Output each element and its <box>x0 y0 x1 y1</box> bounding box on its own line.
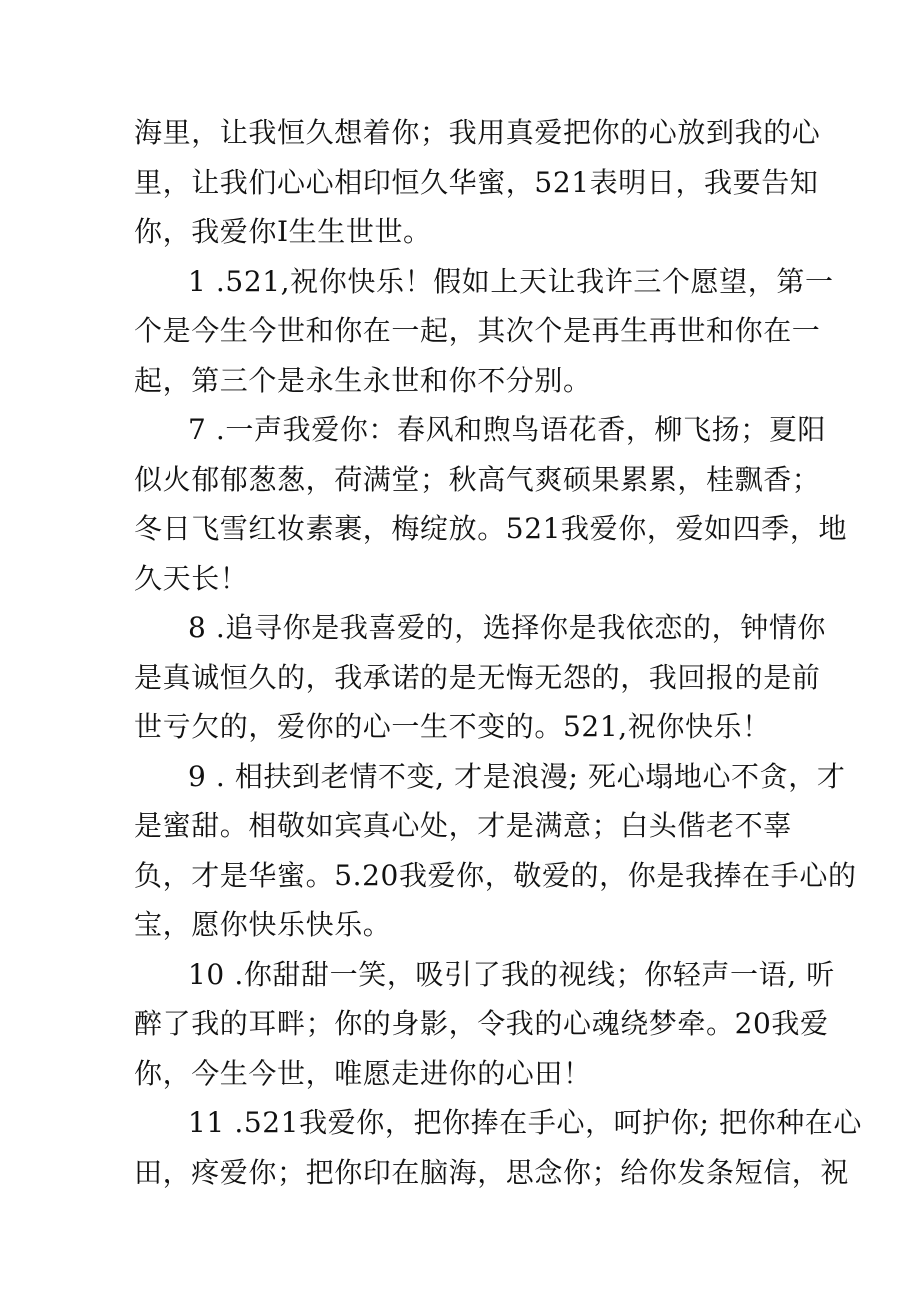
paragraph-line: 世亏欠的，爱你的心一生不变的。521,祝你快乐！ <box>134 710 771 743</box>
paragraph-line: 起，第三个是永生永世和你不分别。 <box>134 363 592 397</box>
paragraph-line: 个是今生今世和你在一起，其次个是再生再世和你在一 <box>134 314 821 347</box>
paragraph-line: 9 . 相扶到老情不变, 才是浪漫; 死心塌地心不贪，才 <box>188 759 846 793</box>
document-body <box>134 108 863 1197</box>
paragraph-line: 醉了我的耳畔；你的身影，令我的心魂绕梦牵。20我爱 <box>134 1007 829 1040</box>
paragraph-line: 你，今生今世，唯愿走进你的心田！ <box>134 1056 592 1090</box>
paragraph-line: 冬日飞雪红妆素裹，梅绽放。521我爱你，爱如四季，地 <box>134 512 848 545</box>
paragraph-line: 11 .521我爱你，把你捧在手心，呵护你; 把你种在心 <box>188 1106 863 1139</box>
paragraph-line: 海里，让我恒久想着你；我用真爱把你的心放到我的心 <box>134 116 821 149</box>
paragraph-line: 10 .你甜甜一笑，吸引了我的视线；你轻声一语, 听 <box>188 957 835 991</box>
paragraph-line: 你，我爱你I生生世世。 <box>134 215 432 248</box>
paragraph-line: 田，疼爱你；把你印在脑海，思念你；给你发条短信，祝 <box>134 1155 850 1189</box>
paragraph-line: 似火郁郁葱葱，荷满堂；秋高气爽硕果累累，桂飘香； <box>134 462 821 496</box>
paragraph-line: 是蜜甜。相敬如宾真心处，才是满意；白头偕老不辜 <box>134 809 792 842</box>
paragraph-line: 宝，愿你快乐快乐。 <box>134 908 392 941</box>
paragraph-line: 7 .一声我爱你：春风和煦鸟语花香，柳飞扬；夏阳 <box>188 413 827 446</box>
paragraph-line: 是真诚恒久的，我承诺的是无悔无怨的，我回报的是前 <box>134 660 821 694</box>
paragraph-line: 8 .追寻你是我喜爱的，选择你是我依恋的，钟情你 <box>188 611 827 644</box>
paragraph-line: 里，让我们心心相印恒久华蜜，521表明日，我要告知 <box>134 165 819 199</box>
paragraph-line: 负，才是华蜜。5.20我爱你，敬爱的，你是我捧在手心的 <box>134 858 857 892</box>
paragraph-line: 久天长！ <box>134 561 249 595</box>
paragraph-line: 1 .521,祝你快乐！假如上天让我许三个愿望，第一 <box>188 264 834 298</box>
